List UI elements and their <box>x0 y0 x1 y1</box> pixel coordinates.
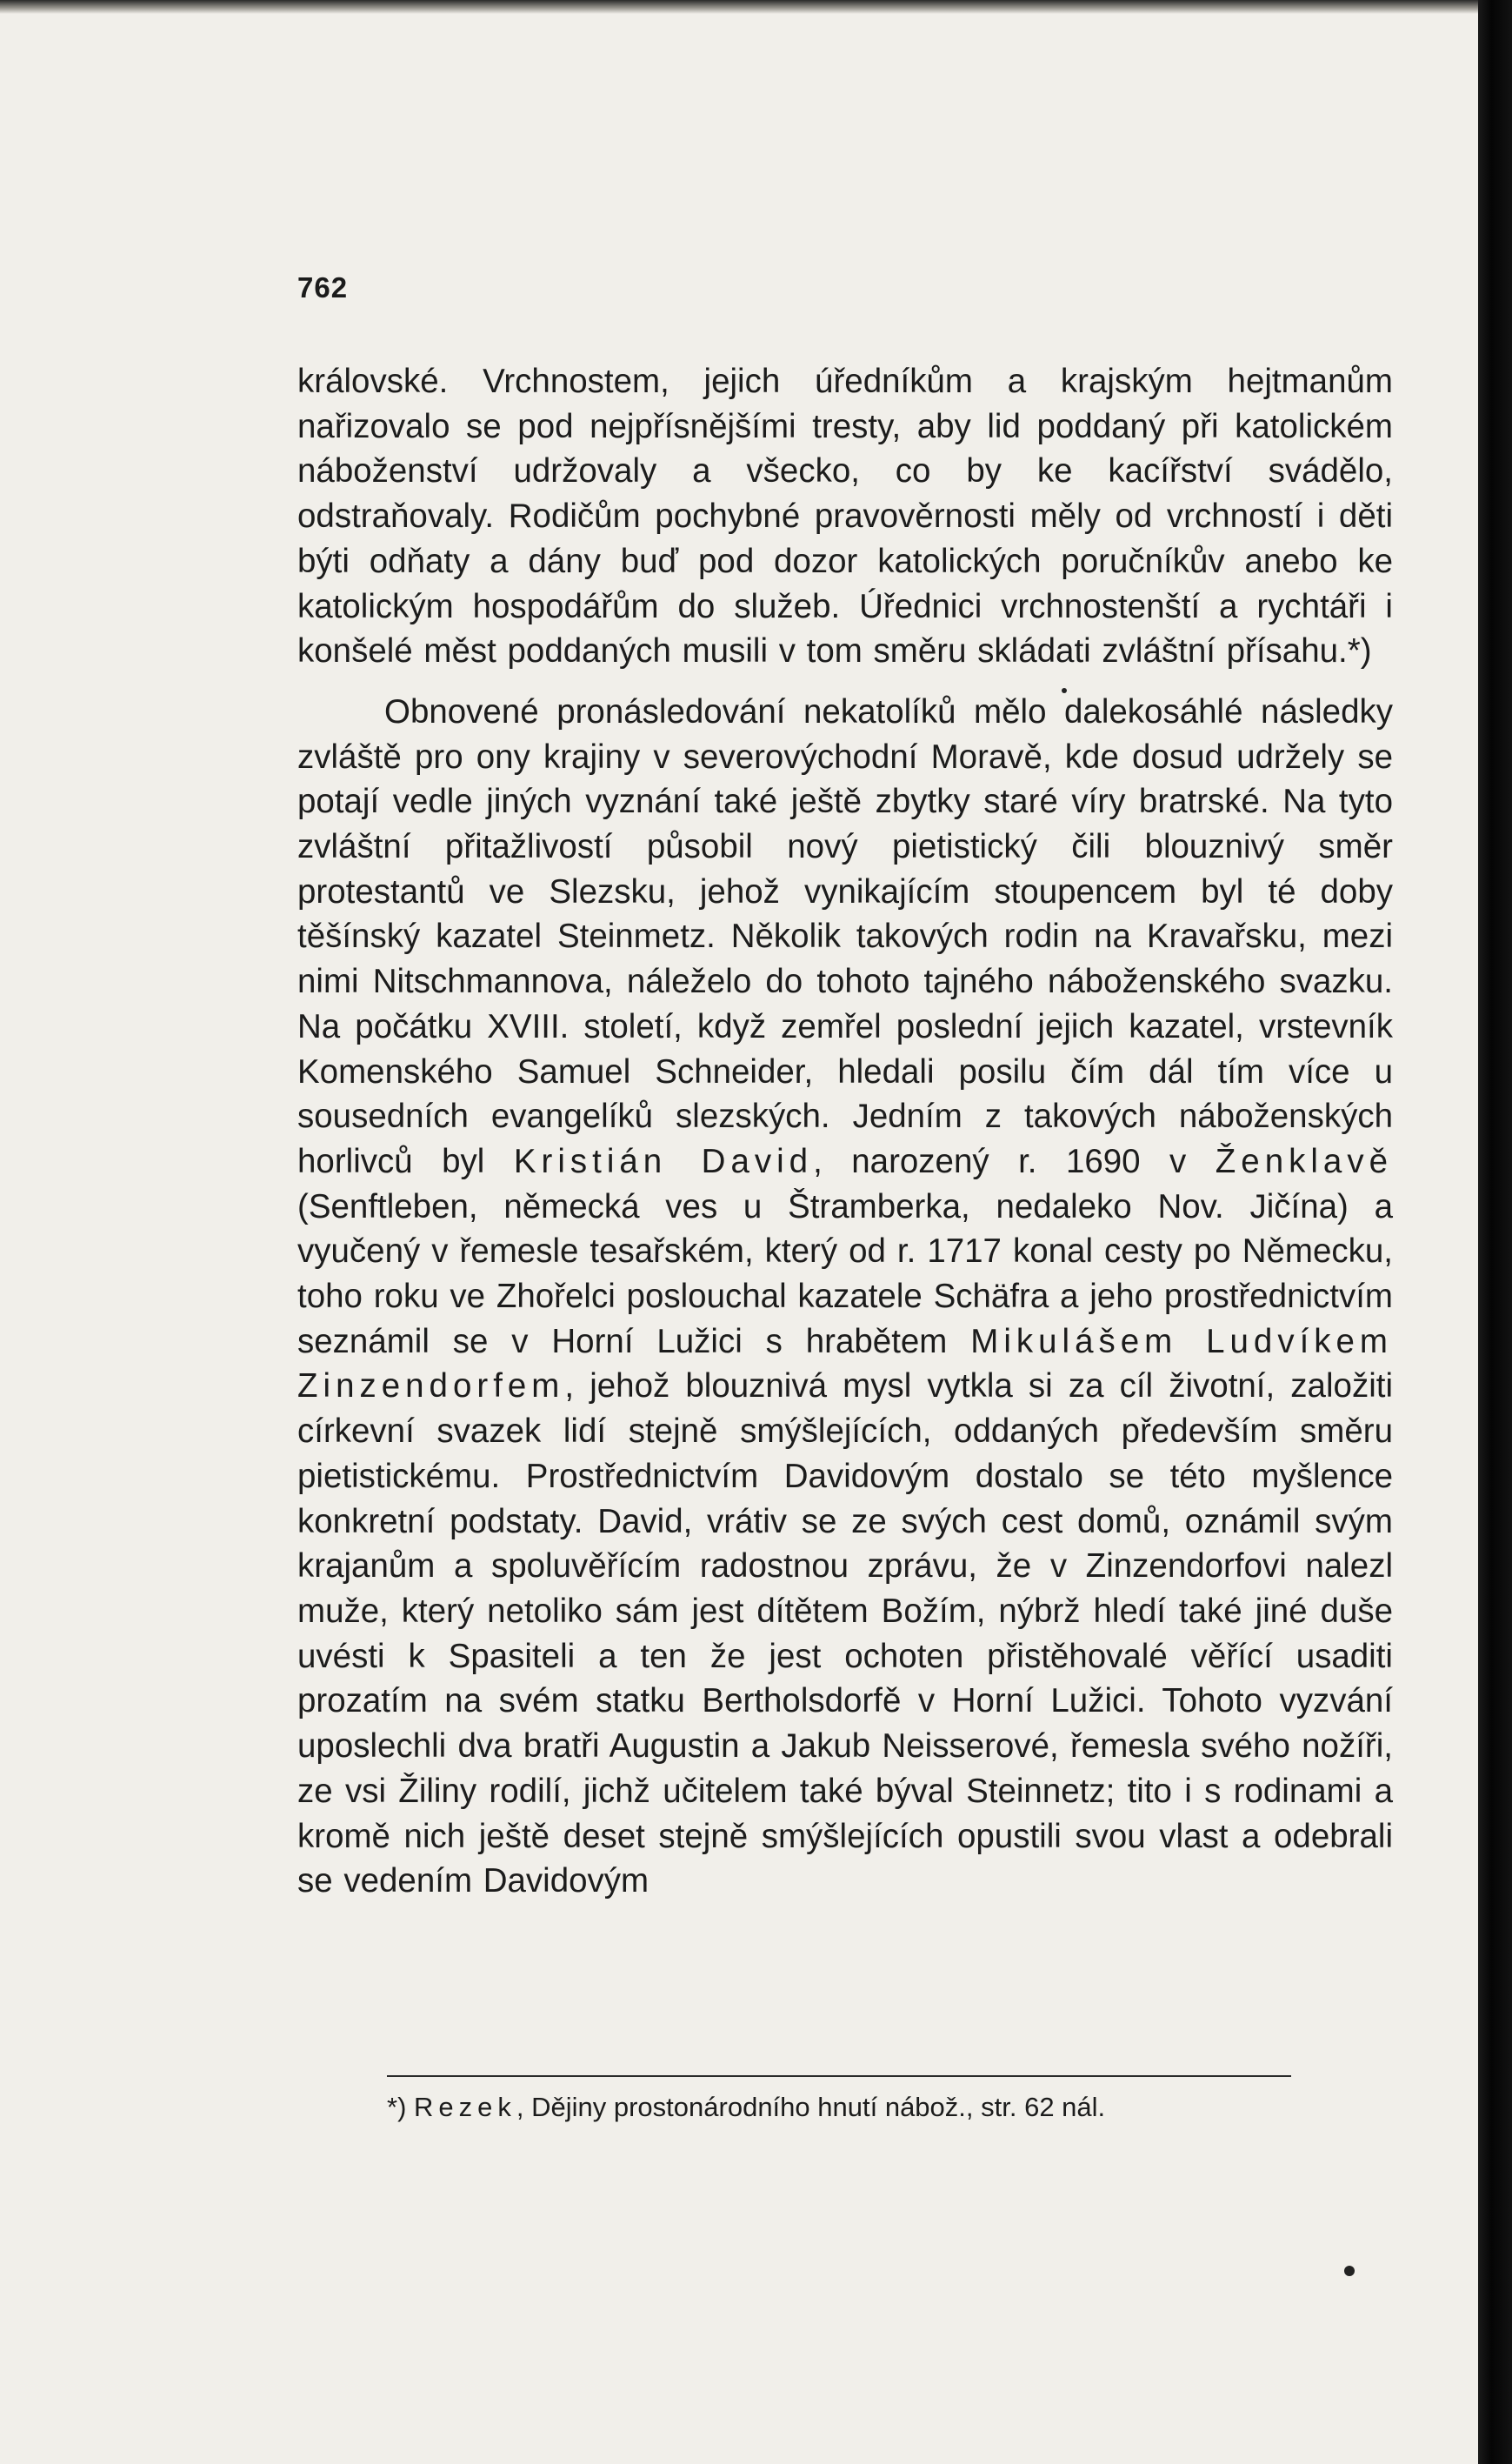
footnote-divider <box>387 2075 1291 2077</box>
footnote <box>387 2092 1105 2123</box>
paragraph-2-part-4: , jehož blouznivá mysl vytkla si za cíl životní, založiti církevní svazek lidí stejně smýšlejících, oddaných především směru pietistickému. Prostřednictvím Davidovým dostalo se této myšlence konkretní podstaty. David, vrátiv se ze svých cest domů, oznámil svým krajanům a spoluvěřícím radostnou zprávu, že v Zinzendorfovi nalezl muže, který netoliko sám jest dítětem Božím, nýbrž hledí také jiné duše uvésti k Spasiteli a ten že jest ochoten přistěhovalé věřící usaditi prozatím na svém statku Bertholsdorfě v Horní Lužici. Tohoto vyzvání uposlechli dva bratři Augustin a Jakub Neisserové, řemesla svého nožíři, ze vsi Žiliny rodilí, jichž učitelem také býval Steinnetz; tito i s rodinami a kromě nich ještě deset stejně smýšlejících opustili svou vlast a odebrali se vedením Davidovým <box>297 1367 1393 1900</box>
paragraph-2-part-2: , narozený r. 1690 v <box>813 1142 1187 1180</box>
paragraph-1: královské. Vrchnostem, jejich úředníkům a krajským hejtmanům nařizovalo se pod nejpřísnějšími tresty, aby lid poddaný při katolickém náboženství udržovaly a všecko, co by ke kacířství svádělo, odstraňovaly. Rodičům pochybné pravověrnosti měly od vrchností i děti býti odňaty a dány buď pod dozor katolických poručníkův anebo ke katolickým hospodářům do služeb. Úřednici vrchnostenští a rychtáři i konšelé měst poddaných musili v tom směru skládati zvláštní přísahu.*) <box>297 363 1393 671</box>
paragraph-2 <box>297 690 1393 1904</box>
paragraph-2-part-3: (Senftleben, německá ves u Štramberka, nedaleko Nov. Jičína) a vyučený v řemesle tesařském, který od r. 1717 konal cesty po Německu, toho roku ve Zhořelci poslouchal kazatele Schäfra a jeho prostřednictvím seznámil se v Horní Lužici s hrabětem <box>297 1187 1393 1360</box>
place-zenklava: Ženklavě <box>1215 1142 1393 1180</box>
scan-border-right <box>1478 0 1512 2464</box>
paragraph-2-part-1: Obnovené pronásledování nekatolíků mělo dalekosáhlé následky zvláště pro ony krajiny v severovýchodní Moravě, kde dosud udržely se potají vedle jiných vyznání také ještě zbytky staré víry bratrské. Na tyto zvláštní přitažlivostí působil nový pietistický čili blouznivý směr protestantů ve Slezsku, jehož vynikajícím stoupencem byl té doby těšínský kazatel Steinmetz. Několik takových rodin na Kravařsku, mezi nimi Nitschmannova, náleželo do tohoto tajného náboženského svazku. Na počátku XVIII. století, když zemřel poslední jejich kazatel, vrstevník Komenského Samuel Schneider, hledali posilu čím dál tím více u sousedních evangelíků slezských. Jedním z takových náboženských horlivců byl <box>297 692 1393 1180</box>
name-zinzendorf: Mikulášem Ludvíkem Zinzendorfem <box>297 1322 1393 1406</box>
footnote-marker: *) <box>387 2092 407 2122</box>
page-top-edge <box>0 0 1478 14</box>
ink-speck <box>1062 688 1067 693</box>
page-number: 762 <box>297 271 349 304</box>
body-text <box>297 359 1393 1904</box>
ink-speck <box>1344 2266 1355 2276</box>
footnote-text: , Dějiny prostonárodního hnutí nábož., str. 62 nál. <box>516 2092 1106 2122</box>
footnote-author: Rezek <box>414 2092 516 2122</box>
name-kristian-david: Kristián David <box>513 1142 814 1180</box>
